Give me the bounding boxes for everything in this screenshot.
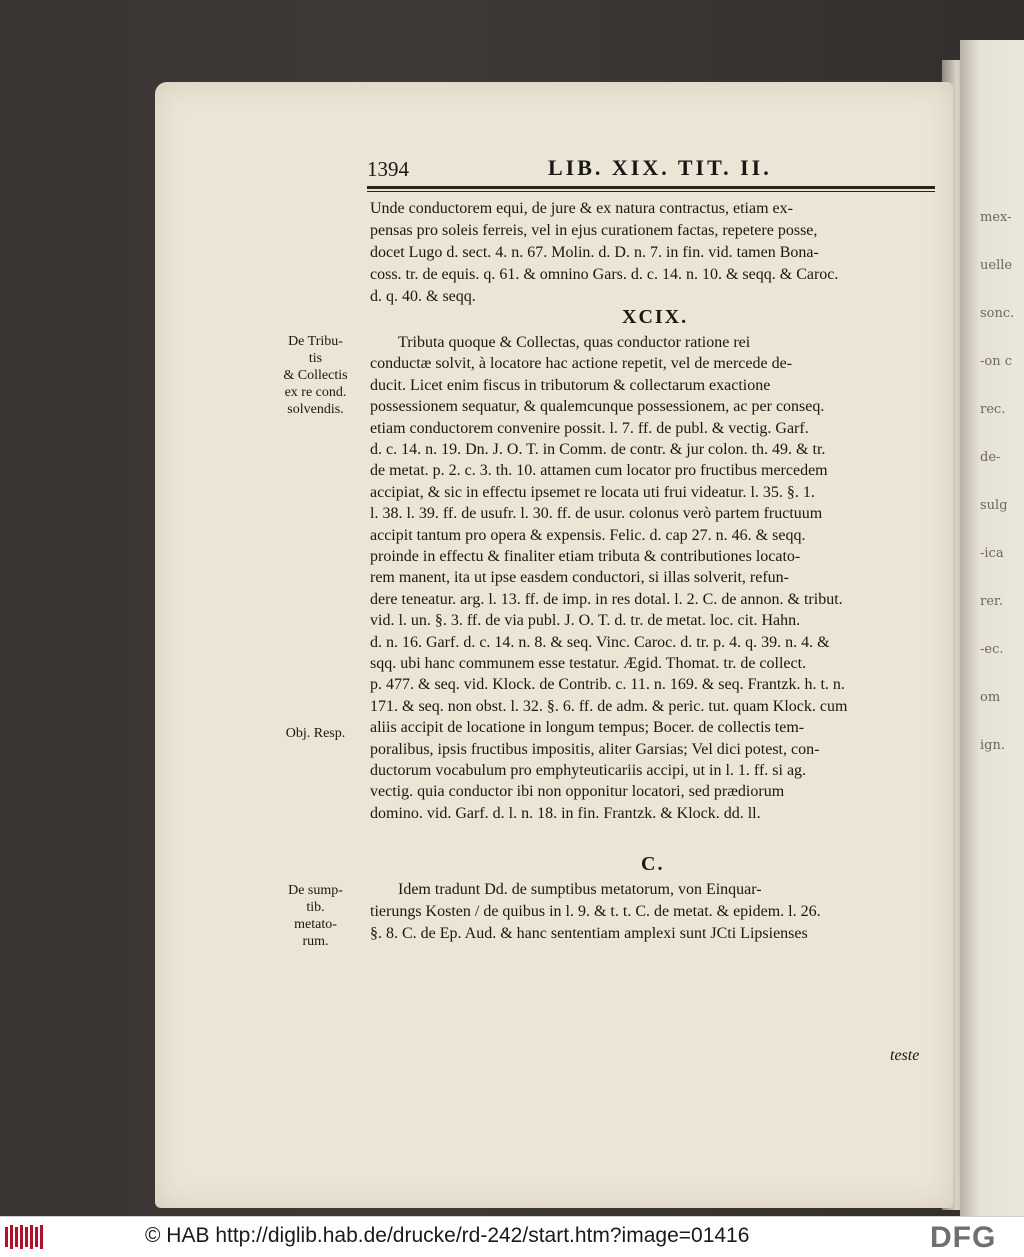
margin-note-line: tis (308, 351, 323, 366)
margin-note-line: metato- (294, 917, 337, 932)
neighbor-text-fragment: de- (980, 450, 1001, 465)
text-line: §. 8. C. de Ep. Aud. & hanc sententiam amplexi sunt JCti Lipsienses (370, 925, 808, 942)
text-line: Tributa quoque & Collectas, quas conductor ratione rei (398, 334, 751, 351)
margin-note-line: solvendis. (287, 402, 344, 417)
text-line: domino. vid. Garf. d. l. n. 18. in fin. Frantzk. & Klock. dd. ll. (370, 804, 761, 822)
text-line: possessionem sequatur, & qualemcunque possessionem, ac per conseq. (370, 398, 825, 416)
margin-note-line: ex re cond. (284, 385, 347, 400)
margin-note-line: De sump- (288, 883, 343, 898)
text-line: d. n. 16. Garf. d. c. 14. n. 8. & seq. Vinc. Caroc. d. tr. p. 4. q. 39. n. 4. & (370, 633, 830, 651)
text-line: Idem tradunt Dd. de sumptibus metatorum, von Einquar- (398, 881, 762, 898)
dfg-logo: DFG (930, 1221, 997, 1254)
margin-note-sumptibus (268, 882, 363, 950)
neighbor-text-fragment: -ec. (980, 642, 1004, 657)
text-line: ductorum vocabulum pro emphyteuticariis accipi, ut in l. 1. ff. si ag. (370, 762, 807, 779)
neighbor-text-fragment: -on c (980, 354, 1013, 369)
page-number: 1394 (367, 157, 409, 181)
margin-note-line: tib. (306, 900, 325, 915)
hab-logo-icon (4, 1223, 44, 1251)
text-line: 171. & seq. non obst. l. 32. §. 6. ff. de adm. & peric. tut. quam Klock. cum (370, 697, 848, 715)
text-line: etiam conductorem convenire possit. l. 7. ff. de publ. & vectig. Garf. (370, 419, 809, 437)
running-title: LIB. XIX. TIT. II. (548, 155, 772, 180)
header-rule (367, 186, 935, 189)
neighbor-text-fragment: ign. (980, 738, 1005, 753)
section-heading-xcix: XCIX. (622, 306, 689, 328)
neighbor-text-fragment: sonc. (980, 306, 1015, 321)
copyright-link[interactable]: © HAB http://diglib.hab.de/drucke/rd-242/start.htm?image=01416 (145, 1224, 750, 1247)
text-line: vectig. quia conductor ibi non opponitur locatori, sed prædiorum (370, 783, 785, 801)
text-line: d. c. 14. n. 19. Dn. J. O. T. in Comm. de contr. & jur colon. th. 49. & tr. (370, 441, 826, 458)
margin-note-obj-resp (268, 725, 363, 742)
text-line: vid. l. un. §. 3. ff. de via publ. J. O. T. d. tr. de metat. loc. cit. Hahn. (370, 612, 801, 630)
text-line: conductæ solvit, à locatore hac actione repetit, vel de mercede de- (370, 355, 793, 373)
book-page (155, 82, 953, 1208)
text-line: sqq. ubi hanc communem esse testatur. Ægid. Thomat. tr. de collect. (370, 655, 807, 672)
catchword: teste (890, 1047, 920, 1064)
text-line: d. q. 40. & seqq. (370, 288, 476, 305)
text-line: tierungs Kosten / de quibus in l. 9. & t. t. C. de metat. & epidem. l. 26. (370, 903, 821, 920)
neighbor-text-fragment: om (980, 690, 1001, 705)
margin-note-line: De Tribu- (288, 334, 343, 349)
text-line: l. 38. l. 39. ff. de usufr. l. 30. ff. de usur. colonus verò partem fructuum (370, 505, 823, 523)
text-line: aliis accipit de locatione in longum tempus; Bocer. de collectis tem- (370, 719, 805, 737)
neighbor-text-fragment: rer. (980, 594, 1003, 609)
text-line: pensas pro soleis ferreis, vel in ejus curationem factas, repetere posse, (370, 222, 818, 239)
section-heading-c: C. (641, 853, 665, 875)
footer-bar (0, 1216, 1024, 1257)
neighbor-text-fragment: mex- (980, 210, 1012, 225)
text-line: rem manent, ita ut ipse easdem conductori, si illas solverit, refun- (370, 569, 789, 587)
margin-note-line: & Collectis (283, 368, 348, 383)
text-line: p. 477. & seq. vid. Klock. de Contrib. c. 11. n. 169. & seq. Frantzk. h. t. n. (370, 676, 845, 694)
text-line: de metat. p. 2. c. 3. th. 10. attamen cum locator pro fructibus mercedem (370, 462, 828, 480)
neighbor-text-fragment: sulg (980, 498, 1008, 513)
text-line: accipiat, & sic in effectu ipsemet re locata uti frui videatur. l. 35. §. 1. (370, 483, 815, 501)
text-line: docet Lugo d. sect. 4. n. 67. Molin. d. D. n. 7. in fin. vid. tamen Bona- (370, 244, 819, 261)
margin-note-line: rum. (302, 934, 329, 949)
text-line: Unde conductorem equi, de jure & ex natura contractus, etiam ex- (370, 200, 793, 217)
text-line: dere teneatur. arg. l. 13. ff. de imp. in res dotal. l. 2. C. de annon. & tribut. (370, 590, 843, 608)
text-line: proinde in effectu & finaliter etiam tributa & contributiones locato- (370, 548, 801, 565)
text-line: accipit tantum pro opera & expensis. Felic. d. cap 27. n. 46. & seqq. (370, 526, 806, 544)
neighbor-text-fragment: uelle (980, 258, 1013, 273)
margin-note-tributis (268, 333, 363, 418)
text-line: coss. tr. de equis. q. 61. & omnino Gars. d. c. 14. n. 10. & seqq. & Caroc. (370, 266, 839, 283)
margin-note-line: Obj. Resp. (285, 726, 346, 741)
neighbor-text-fragment: -ica (980, 546, 1004, 561)
text-line: poralibus, ipsis fructibus impositis, aliter Garsias; Vel dici potest, con- (370, 740, 820, 758)
neighbor-text-fragment: rec. (980, 402, 1006, 417)
header-rule-thin (367, 191, 935, 192)
text-line: ducit. Licet enim fiscus in tributorum & collectarum exactione (370, 376, 771, 394)
